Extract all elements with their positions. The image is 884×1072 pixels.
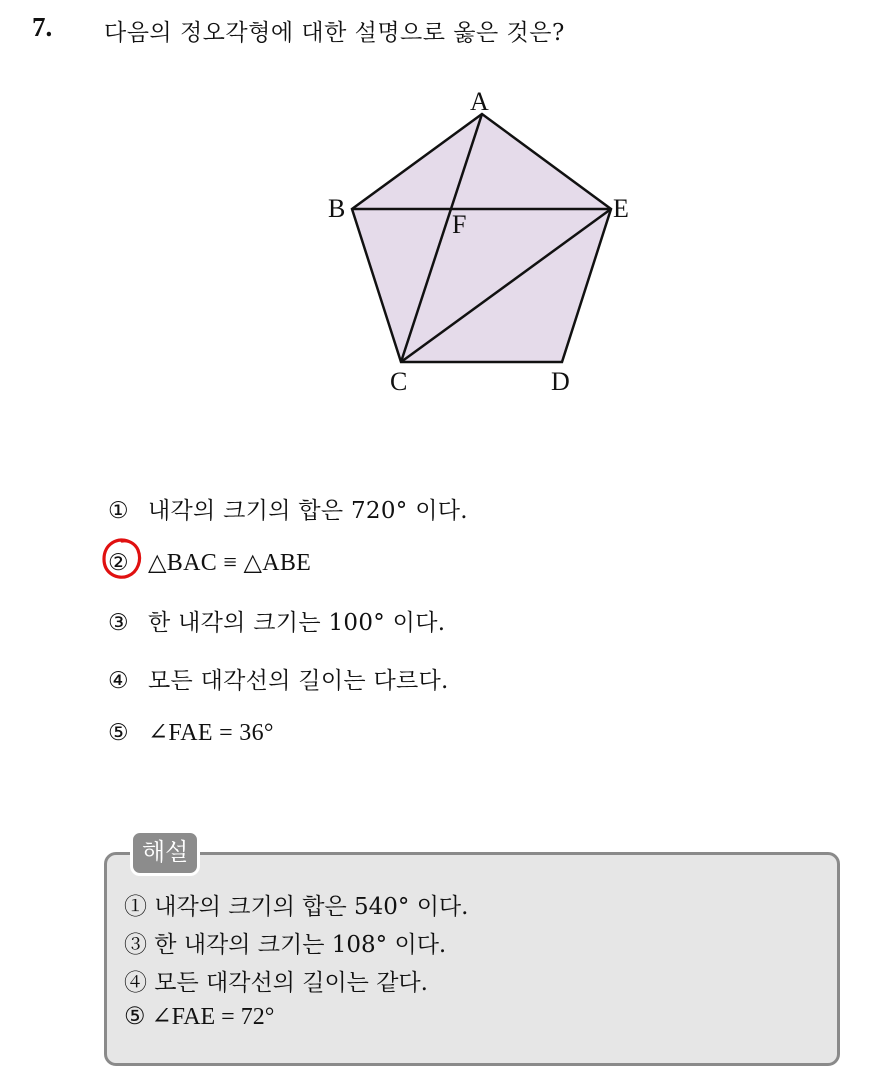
choice-text: ∠FAE = 36° (148, 720, 274, 746)
explanation-line-4-text: ⑤ ∠FAE = 72° (124, 1004, 275, 1030)
explanation-line-1: ① 내각의 크기의 합은 540° 이다. (124, 894, 469, 920)
choice-1 (108, 492, 468, 525)
vertex-label-f: F (452, 210, 467, 239)
choice-text: 모든 대각선의 길이는 다르다. (148, 668, 449, 694)
choice-number: ④ (108, 668, 129, 694)
vertex-label-b: B (328, 194, 346, 223)
choice-number: ⑤ (108, 720, 129, 746)
choice-text: 한 내각의 크기는 100° 이다. (148, 610, 446, 636)
pentagon-diagram (300, 80, 660, 410)
choice-text: 내각의 크기의 합은 720° 이다. (148, 498, 468, 524)
choice-3 (108, 604, 445, 637)
choice-number: ② (108, 550, 129, 576)
choice-4 (108, 662, 449, 695)
explanation-line-2: ③ 한 내각의 크기는 108° 이다. (124, 932, 447, 958)
vertex-label-d: D (551, 367, 570, 396)
explanation-line-3: ④ 모든 대각선의 길이는 같다. (124, 970, 428, 996)
vertex-label-a: A (470, 87, 489, 116)
question-text: 다음의 정오각형에 대한 설명으로 옳은 것은? (104, 20, 565, 46)
choice-number: ① (108, 498, 129, 524)
vertex-label-c: C (390, 367, 408, 396)
choice-number: ③ (108, 610, 129, 636)
choice-5 (108, 718, 274, 747)
explanation-line-4 (124, 1002, 274, 1031)
question-number: 7. (32, 12, 53, 42)
choice-text: △BAC ≡ △ABE (148, 550, 312, 576)
explanation-label: 해설 (130, 830, 200, 876)
vertex-label-e: E (613, 194, 629, 223)
explanation-box (104, 852, 840, 1066)
pentagon-figure (300, 80, 660, 410)
answer-mark-circle (100, 536, 144, 582)
